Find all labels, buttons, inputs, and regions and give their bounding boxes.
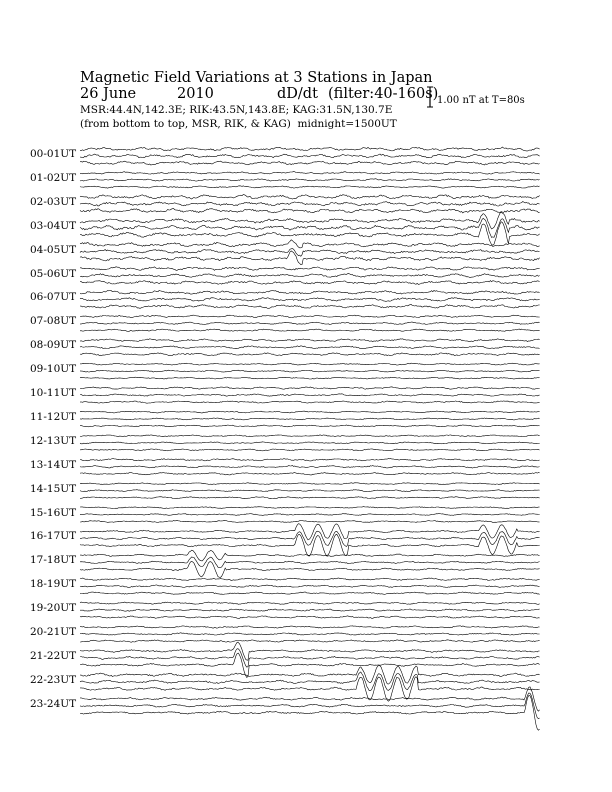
quantity-label: dD/dt	[277, 86, 318, 102]
trace-rik-12-13UT	[80, 442, 540, 444]
hour-label: 12-13UT	[30, 434, 77, 447]
trace-msr-09-10UT	[80, 377, 540, 379]
hour-label: 08-09UT	[30, 339, 77, 352]
trace-kag-15-16UT	[80, 507, 540, 509]
trace-kag-09-10UT	[80, 363, 540, 365]
hour-label: 02-03UT	[30, 195, 77, 208]
hour-label: 20-21UT	[30, 626, 77, 638]
trace-msr-06-07UT	[80, 305, 540, 309]
hour-label: 23-24UT	[30, 697, 77, 710]
trace-kag-16-17UT	[80, 524, 540, 540]
trace-msr-01-02UT	[80, 186, 540, 188]
hour-label: 22-23UT	[30, 673, 77, 686]
trace-msr-11-12UT	[80, 425, 540, 427]
trace-msr-14-15UT	[80, 497, 540, 499]
hour-label: 06-07UT	[30, 291, 77, 304]
trace-rik-20-21UT	[80, 633, 540, 635]
trace-msr-05-06UT	[80, 281, 540, 285]
hour-label: 15-16UT	[30, 506, 77, 519]
hour-label: 21-22UT	[30, 649, 77, 662]
trace-msr-07-08UT	[80, 329, 540, 331]
hour-label: 10-11UT	[30, 387, 77, 399]
trace-kag-01-02UT	[80, 172, 540, 175]
trace-kag-02-03UT	[80, 195, 540, 199]
trace-rik-10-11UT	[80, 394, 540, 396]
hour-label: 09-10UT	[30, 363, 77, 376]
trace-msr-16-17UT	[80, 534, 540, 556]
hour-label: 19-20UT	[30, 602, 77, 615]
trace-rik-00-01UT	[80, 154, 540, 158]
trace-msr-18-19UT	[80, 592, 540, 594]
trace-rik-01-02UT	[80, 179, 540, 181]
trace-kag-14-15UT	[80, 483, 540, 485]
trace-rik-13-14UT	[80, 466, 540, 469]
trace-rik-06-07UT	[80, 298, 540, 302]
hour-label: 13-14UT	[30, 458, 77, 471]
trace-rik-04-05UT	[80, 249, 540, 257]
trace-kag-19-20UT	[80, 602, 540, 604]
trace-rik-09-10UT	[80, 370, 540, 372]
trace-kag-00-01UT	[80, 147, 540, 151]
trace-msr-17-18UT	[80, 561, 540, 577]
hour-label: 11-12UT	[30, 410, 77, 423]
trace-msr-15-16UT	[80, 521, 540, 523]
trace-rik-07-08UT	[80, 322, 540, 324]
trace-rik-14-15UT	[80, 490, 540, 492]
hour-label: 05-06UT	[30, 267, 77, 280]
trace-msr-08-09UT	[80, 353, 540, 356]
hour-label: 00-01UT	[30, 148, 77, 160]
trace-kag-10-11UT	[80, 387, 540, 389]
hour-label: 03-04UT	[30, 219, 77, 232]
station-coordinates: MSR:44.4N,142.3E; RIK:43.5N,143.8E; KAG:31.5N,130.7E	[80, 104, 393, 116]
hour-label: 16-17UT	[30, 530, 77, 543]
midnight-note: midnight=1500UT	[297, 118, 397, 130]
trace-kag-07-08UT	[80, 315, 540, 318]
trace-rik-19-20UT	[80, 609, 540, 611]
trace-msr-12-13UT	[80, 449, 540, 451]
trace-rik-02-03UT	[80, 202, 540, 207]
scale-label: 1.00 nT at T=80s	[437, 95, 525, 106]
hour-label: 17-18UT	[30, 554, 77, 567]
hour-label: 07-08UT	[30, 315, 77, 328]
trace-msr-04-05UT	[80, 251, 540, 265]
trace-kag-18-19UT	[80, 578, 540, 581]
trace-msr-22-23UT	[80, 677, 540, 702]
trace-rik-23-24UT	[80, 693, 540, 719]
trace-msr-19-20UT	[80, 616, 540, 619]
trace-msr-20-21UT	[80, 640, 540, 642]
trace-kag-11-12UT	[80, 411, 540, 413]
trace-rik-08-09UT	[80, 346, 540, 349]
trace-kag-12-13UT	[80, 435, 540, 437]
trace-order-text: (from bottom to top, MSR, RIK, & KAG)	[80, 118, 291, 130]
trace-kag-04-05UT	[80, 240, 540, 248]
trace-msr-03-04UT	[80, 222, 540, 245]
trace-rik-18-19UT	[80, 585, 540, 588]
trace-msr-23-24UT	[80, 696, 540, 731]
trace-rik-05-06UT	[80, 274, 540, 278]
trace-msr-13-14UT	[80, 473, 540, 475]
trace-msr-02-03UT	[80, 209, 540, 213]
trace-kag-20-21UT	[80, 626, 540, 628]
trace-kag-23-24UT	[80, 687, 540, 711]
trace-kag-08-09UT	[80, 339, 540, 342]
trace-msr-00-01UT	[80, 161, 540, 165]
trace-rik-17-18UT	[80, 557, 540, 568]
date-year: 2010	[177, 86, 214, 102]
trace-rik-15-16UT	[80, 514, 540, 516]
hour-label: 01-02UT	[30, 171, 77, 184]
filter-label: (filter:40-160s)	[328, 86, 439, 102]
trace-kag-05-06UT	[80, 267, 540, 271]
trace-kag-06-07UT	[80, 290, 540, 294]
trace-rik-11-12UT	[80, 418, 540, 420]
hour-label: 14-15UT	[30, 482, 77, 495]
chart-title: Magnetic Field Variations at 3 Stations in Japan	[80, 70, 433, 86]
hour-label: 04-05UT	[30, 243, 77, 256]
date-day: 26 June	[80, 86, 137, 102]
trace-kag-13-14UT	[80, 459, 540, 461]
trace-kag-21-22UT	[80, 642, 540, 660]
trace-msr-10-11UT	[80, 401, 540, 403]
hour-label: 18-19UT	[30, 578, 77, 591]
